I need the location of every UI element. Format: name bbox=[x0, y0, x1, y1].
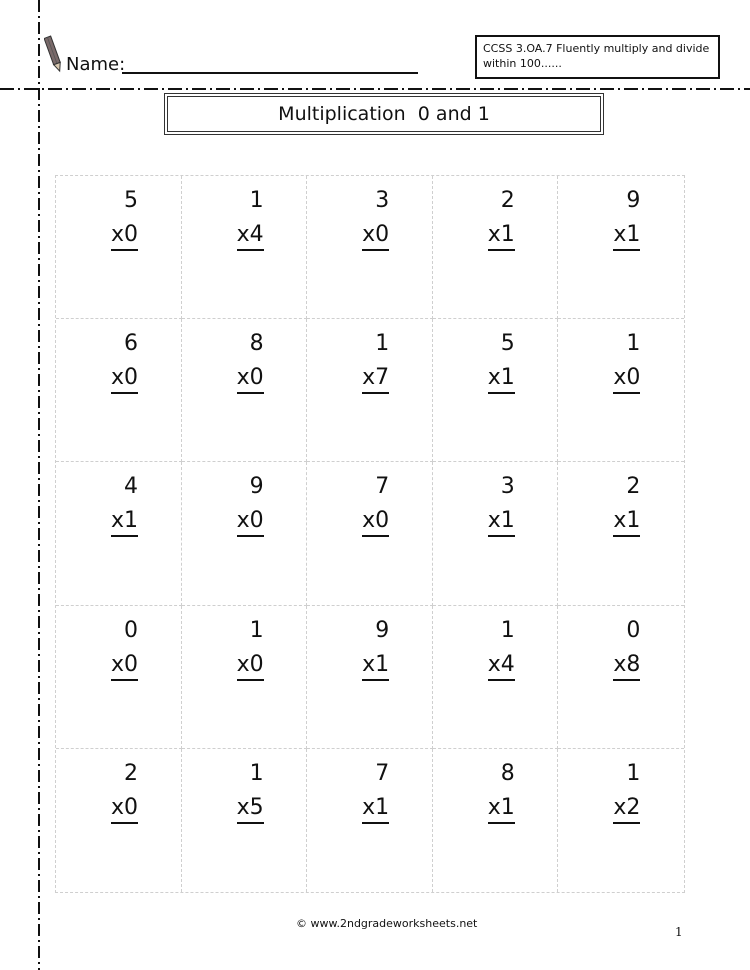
problem-cell bbox=[558, 749, 684, 892]
multiplier: x0 bbox=[111, 364, 138, 394]
problem-cell bbox=[433, 462, 559, 605]
multiplicand: 9 bbox=[626, 188, 641, 213]
multiplication-problem bbox=[481, 327, 515, 395]
multiplication-problem bbox=[606, 470, 640, 538]
problem-cell bbox=[433, 176, 559, 319]
multiplier: x1 bbox=[613, 507, 640, 537]
multiplication-problem bbox=[355, 614, 389, 682]
multiplicand: 1 bbox=[249, 617, 264, 643]
multiplier: x0 bbox=[237, 651, 264, 681]
name-label: Name: bbox=[66, 54, 126, 75]
pencil-icon bbox=[44, 34, 64, 74]
multiplier: x0 bbox=[237, 364, 264, 394]
multiplier: x0 bbox=[111, 794, 138, 824]
multiplicand: 1 bbox=[626, 331, 641, 357]
multiplicand: 3 bbox=[375, 188, 390, 213]
multiplicand: 1 bbox=[249, 760, 264, 786]
multiplier: x1 bbox=[613, 221, 640, 251]
multiplier: x0 bbox=[362, 221, 389, 251]
multiplier: x0 bbox=[237, 507, 264, 537]
multiplication-problem bbox=[481, 470, 515, 538]
multiplier: x0 bbox=[111, 221, 138, 251]
multiplier: x0 bbox=[111, 651, 138, 681]
problem-cell bbox=[56, 319, 182, 462]
multiplication-problem bbox=[355, 470, 389, 538]
multiplicand: 1 bbox=[626, 760, 641, 786]
multiplication-problem bbox=[230, 614, 264, 682]
multiplicand: 9 bbox=[249, 474, 264, 500]
multiplicand: 0 bbox=[124, 617, 138, 643]
worksheet-title bbox=[164, 93, 604, 135]
multiplier: x4 bbox=[237, 221, 264, 251]
multiplication-problem bbox=[104, 184, 138, 252]
multiplier: x2 bbox=[613, 794, 640, 824]
multiplicand: 5 bbox=[124, 188, 138, 213]
title-text: Multiplication 0 and 1 bbox=[278, 103, 490, 125]
page-number: 1 bbox=[675, 925, 683, 939]
problem-cell bbox=[558, 462, 684, 605]
multiplication-problem bbox=[481, 757, 515, 825]
multiplier: x8 bbox=[613, 651, 640, 681]
multiplication-problem bbox=[606, 184, 640, 252]
problem-cell bbox=[307, 749, 433, 892]
name-field[interactable] bbox=[122, 72, 418, 74]
multiplicand: 6 bbox=[124, 331, 138, 357]
multiplication-problem bbox=[104, 470, 138, 538]
problem-cell bbox=[558, 606, 684, 749]
multiplier: x5 bbox=[237, 794, 264, 824]
multiplicand: 2 bbox=[626, 474, 641, 500]
multiplicand: 0 bbox=[626, 617, 641, 643]
problem-cell bbox=[558, 319, 684, 462]
horizontal-cut-line bbox=[0, 88, 750, 90]
multiplication-problem bbox=[104, 757, 138, 825]
multiplication-problem bbox=[230, 327, 264, 395]
multiplication-problem bbox=[104, 327, 138, 395]
multiplier: x1 bbox=[488, 794, 515, 824]
multiplier: x4 bbox=[488, 651, 515, 681]
problem-cell bbox=[433, 319, 559, 462]
multiplicand: 1 bbox=[500, 617, 515, 643]
problem-cell bbox=[307, 319, 433, 462]
multiplier: x1 bbox=[488, 364, 515, 394]
multiplicand: 2 bbox=[500, 188, 515, 213]
vertical-cut-line bbox=[38, 0, 40, 970]
problem-cell bbox=[182, 319, 308, 462]
problem-cell bbox=[182, 606, 308, 749]
multiplication-problem bbox=[481, 184, 515, 252]
standard-box: CCSS 3.OA.7 Fluently multiply and divide within 100...... bbox=[475, 35, 720, 79]
multiplication-problem bbox=[606, 614, 640, 682]
multiplicand: 2 bbox=[124, 760, 138, 786]
multiplicand: 8 bbox=[500, 760, 515, 786]
multiplier: x1 bbox=[488, 507, 515, 537]
multiplication-problem bbox=[606, 327, 640, 395]
multiplicand: 3 bbox=[500, 474, 515, 500]
multiplicand: 7 bbox=[375, 760, 390, 786]
multiplier: x0 bbox=[362, 507, 389, 537]
multiplication-problem bbox=[481, 614, 515, 682]
multiplication-problem bbox=[606, 757, 640, 825]
multiplication-problem bbox=[230, 184, 264, 252]
multiplication-problem bbox=[355, 327, 389, 395]
multiplicand: 7 bbox=[375, 474, 390, 500]
problem-cell bbox=[56, 606, 182, 749]
multiplicand: 9 bbox=[375, 617, 390, 643]
problem-cell bbox=[307, 462, 433, 605]
problem-cell bbox=[433, 606, 559, 749]
problem-cell bbox=[182, 176, 308, 319]
multiplicand: 5 bbox=[500, 331, 515, 357]
multiplier: x7 bbox=[362, 364, 389, 394]
multiplicand: 4 bbox=[124, 474, 138, 500]
problem-cell bbox=[182, 462, 308, 605]
problem-grid bbox=[55, 175, 685, 893]
multiplication-problem bbox=[230, 470, 264, 538]
multiplication-problem bbox=[104, 614, 138, 682]
copyright-footer: © www.2ndgradeworksheets.net bbox=[296, 917, 478, 930]
multiplication-problem bbox=[355, 184, 389, 252]
multiplicand: 8 bbox=[249, 331, 264, 357]
multiplier: x1 bbox=[362, 794, 389, 824]
problem-cell bbox=[56, 749, 182, 892]
problem-cell bbox=[56, 462, 182, 605]
problem-cell bbox=[56, 176, 182, 319]
multiplier: x1 bbox=[488, 221, 515, 251]
problem-cell bbox=[182, 749, 308, 892]
multiplicand: 1 bbox=[249, 188, 264, 213]
multiplier: x0 bbox=[613, 364, 640, 394]
problem-cell bbox=[307, 606, 433, 749]
problem-cell bbox=[433, 749, 559, 892]
problem-cell bbox=[558, 176, 684, 319]
multiplication-problem bbox=[355, 757, 389, 825]
problem-cell bbox=[307, 176, 433, 319]
multiplicand: 1 bbox=[375, 331, 390, 357]
multiplication-problem bbox=[230, 757, 264, 825]
multiplier: x1 bbox=[111, 507, 138, 537]
multiplier: x1 bbox=[362, 651, 389, 681]
